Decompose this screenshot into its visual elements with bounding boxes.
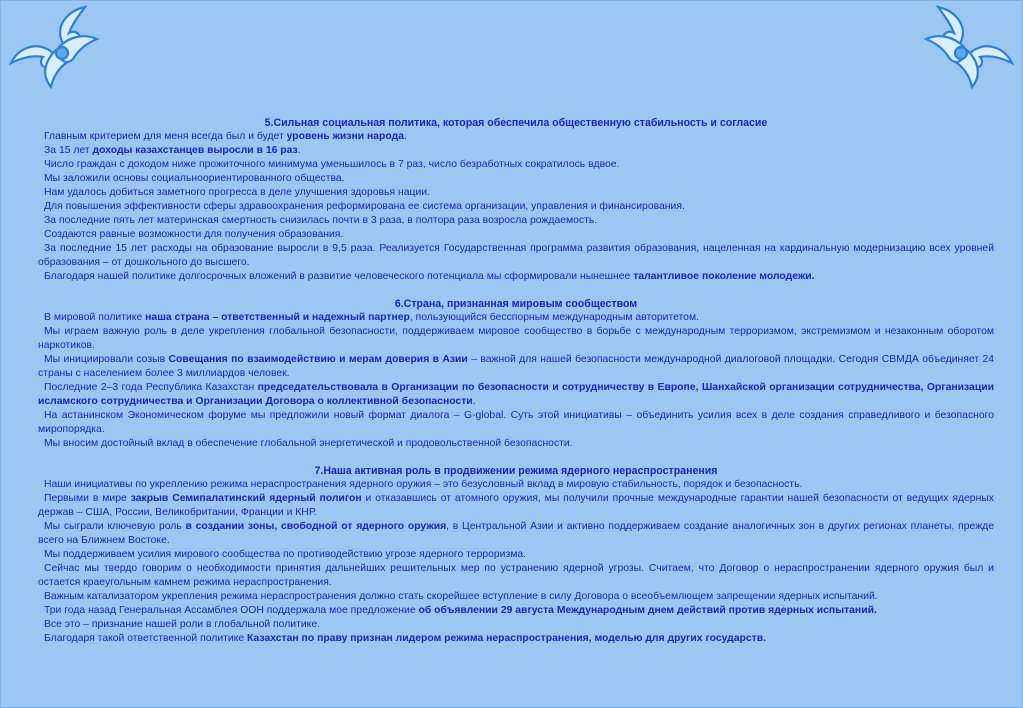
text-run: В мировой политике [44, 312, 146, 323]
text-run: Мы инициировали созыв [44, 354, 169, 365]
paragraph [38, 632, 994, 646]
paragraph [38, 562, 994, 590]
section-gap [38, 451, 994, 464]
paragraph [38, 130, 994, 144]
paragraph [38, 186, 994, 200]
paragraph [38, 353, 994, 381]
text-run: Наши инициативы по укреплению режима нераспространения ядерного оружия – это безусловный вклад в мировую стабильность, порядок и безопасность. [44, 479, 803, 490]
text-run: , в Центральной Азии и активно поддерживаем создание аналогичных зон в других регионах планеты, прежде всего на Ближнем Востоке. [38, 521, 994, 546]
text-run: Нам удалось добиться заметного прогресса в деле улучшения здоровья нации. [44, 187, 430, 198]
paragraph [38, 409, 994, 437]
text-run: – важной для нашей безопасности международной диалоговой площадки. Сегодня СВМДА объединяет 24 страны с населением более 3 миллиардов человек. [38, 354, 995, 379]
text-run: и отказавшись от атомного оружия, мы получили прочные международные гарантии нашей безопасности от ведущих ядерных держав – США, России, Великобритании, Франции и КНР. [38, 493, 994, 518]
paragraph [38, 604, 994, 618]
paragraph [38, 144, 994, 158]
paragraph [38, 520, 994, 548]
section-heading: 5.Сильная социальная политика, которая обеспечила общественную стабильность и согласие [264, 117, 768, 129]
bold-text: уровень жизни народа [286, 131, 404, 142]
bold-text: закрыв Семипалатинский ядерный полигон [130, 493, 362, 504]
paragraph [38, 270, 994, 284]
text-run: Все это – признание нашей роли в глобальной политике. [44, 619, 320, 630]
text-run: Мы заложили основы социальноориентированного общества. [44, 173, 345, 184]
text-run: Благодаря нашей политике долгосрочных вложений в развитие человеческого потенциала мы сформировали нынешнее [44, 271, 634, 282]
paragraph [38, 548, 994, 562]
paragraph [38, 158, 994, 172]
text-run: Важным катализатором укрепления режима нераспространения должно стать скорейшее вступление в силу Договора о всеобъемлющем запрещении ядерных испытаний. [44, 591, 878, 602]
bold-text: наша страна – ответственный и надежный партнер [145, 312, 410, 323]
paragraph [38, 242, 994, 270]
bold-text: об объявлении 29 августа Международным днем действий против ядерных испытаний. [418, 605, 877, 616]
bold-text: Совещания по взаимодействию и мерам доверия в Азии [168, 354, 468, 365]
paragraph [38, 590, 994, 604]
text-run: Благодаря такой ответственной политике [44, 633, 248, 644]
paragraph [38, 618, 994, 632]
bold-text: в создании зоны, свободной от ядерного оружия [185, 521, 447, 532]
text-run: Для повышения эффективности сферы здравоохранения реформирована ее система организации, управления и финансирования. [44, 201, 685, 212]
bold-text: председательствовала в Организации по безопасности и сотрудничеству в Европе, Шанхайской организации сотрудничества, Организации исламского сотрудничества и Организации Договора о коллективной безопасности [38, 382, 995, 407]
text-run: Число граждан с доходом ниже прожиточного минимума уменьшилось в 7 раз, число безработных сократилось вдвое. [44, 159, 620, 170]
paragraph [38, 325, 994, 353]
text-body [38, 116, 994, 646]
section-heading: 6.Страна, признанная мировым сообществом [394, 298, 638, 310]
paragraph [38, 478, 994, 492]
text-run: . [297, 145, 301, 156]
text-run: За последние пять лет материнская смертность снизилась почти в 3 раза, в полтора раза возросла рождаемость. [44, 215, 598, 226]
text-run: На астанинском Экономическом форуме мы предложили новый формат диалога – G-global. Суть этой инициативы – объединить усилия всех в деле создания справедливого и безопасного миропорядка. [38, 410, 994, 435]
bold-text: Казахстан по праву признан лидером режима нераспространения, моделью для других государств. [247, 633, 767, 644]
ornament-icon [7, 3, 107, 91]
section-heading: 7.Наша активная роль в продвижении режима ядерного нераспространения [314, 465, 718, 477]
paragraph [38, 492, 994, 520]
text-run: За последние 15 лет расходы на образование выросли в 9,5 раза. Реализуется Государственная программа развития образования, нацеленная на кардинальную модернизацию всех уровней образования – от дошкольного до высшего. [38, 243, 994, 268]
bold-text: доходы казахстанцев выросли в 16 раз [92, 145, 298, 156]
paragraph [38, 228, 994, 242]
text-run: Мы играем важную роль в деле укрепления глобальной безопасности, поддерживаем мировое сообщество в борьбе с международным терроризмом, экстремизмом и незаконным оборотом наркотиков. [38, 326, 994, 351]
text-run: Первыми в мире [44, 493, 131, 504]
section-gap [38, 284, 994, 297]
text-run: , пользующийся бесспорным международным авторитетом. [409, 312, 699, 323]
text-run: За 15 лет [44, 145, 93, 156]
paragraph [38, 311, 994, 325]
text-run: Мы поддерживаем усилия мирового сообщества по противодействию угрозе ядерного терроризма. [44, 549, 527, 560]
text-run: Последние 2–3 года Республика Казахстан [44, 382, 258, 393]
bold-text: талантливое поколение молодежи. [633, 271, 815, 282]
paragraph [38, 437, 994, 451]
text-run: Создаются равные возможности для получения образования. [44, 229, 344, 240]
paragraph [38, 172, 994, 186]
text-run: . [403, 131, 407, 142]
paragraph [38, 200, 994, 214]
text-run: Мы вносим достойный вклад в обеспечение глобальной энергетической и продовольственной безопасности. [44, 438, 573, 449]
paragraph [38, 381, 994, 409]
text-run: Мы сыграли ключевую роль [44, 521, 186, 532]
ornament-icon [916, 3, 1016, 91]
text-run: Главным критерием для меня всегда был и будет [44, 131, 287, 142]
text-run: Три года назад Генеральная Ассамблея ООН поддержала мое предложение [44, 605, 419, 616]
text-run: Сейчас мы твердо говорим о необходимости принятия дальнейших решительных мер по устранению ядерной угрозы. Считаем, что Договор о нераспространении ядерного оружия был и остается краеугольным камнем режима нераспространения. [38, 563, 994, 588]
paragraph [38, 214, 994, 228]
text-run: . [472, 396, 476, 407]
